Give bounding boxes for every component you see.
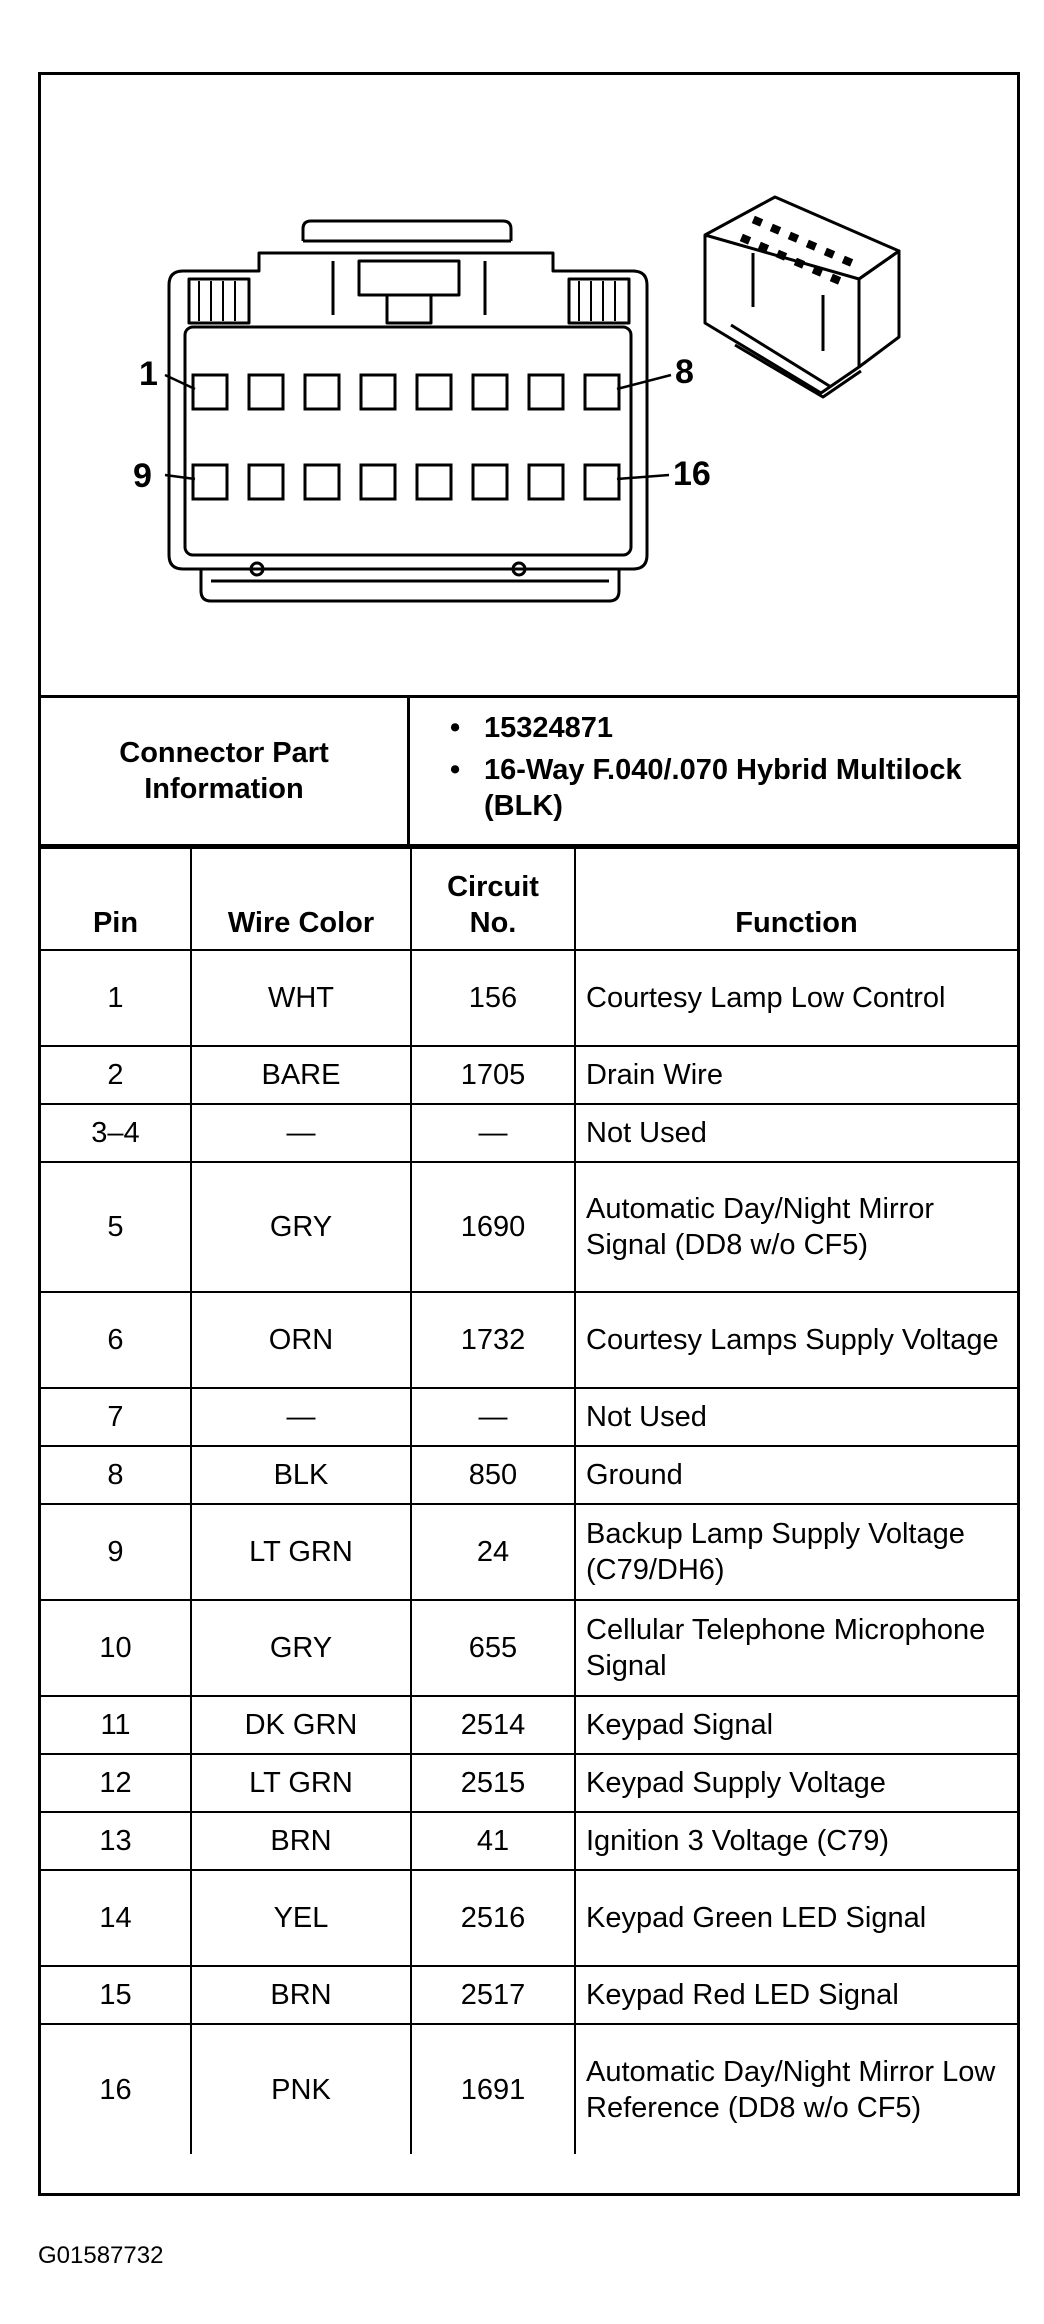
- cell-function: Ground: [575, 1446, 1017, 1504]
- cell-function: Not Used: [575, 1104, 1017, 1162]
- pin-9-label: 9: [133, 457, 152, 495]
- cell-circuit: 1732: [411, 1292, 575, 1388]
- connector-drawing: [41, 75, 1017, 695]
- cell-wire-color: DK GRN: [191, 1696, 411, 1754]
- cell-function: Keypad Supply Voltage: [575, 1754, 1017, 1812]
- connector-diagram: [41, 75, 1017, 698]
- cell-pin: 12: [41, 1754, 191, 1812]
- cell-circuit: —: [411, 1104, 575, 1162]
- cell-pin: 16: [41, 2024, 191, 2154]
- connector-figure: [38, 72, 1020, 2196]
- cell-pin: 10: [41, 1600, 191, 1696]
- cell-circuit: —: [411, 1388, 575, 1446]
- cell-wire-color: BARE: [191, 1046, 411, 1104]
- table-row: [41, 1600, 1017, 1696]
- cell-pin: 1: [41, 950, 191, 1046]
- cell-circuit: 850: [411, 1446, 575, 1504]
- cell-wire-color: PNK: [191, 2024, 411, 2154]
- header-pin: Pin: [41, 848, 191, 950]
- cell-function: Backup Lamp Supply Voltage (C79/DH6): [575, 1504, 1017, 1600]
- table-row: [41, 2024, 1017, 2154]
- pin-16-label: 16: [673, 455, 711, 493]
- cell-function: Drain Wire: [575, 1046, 1017, 1104]
- cell-wire-color: GRY: [191, 1162, 411, 1292]
- cell-pin: 5: [41, 1162, 191, 1292]
- table-row: [41, 1870, 1017, 1966]
- pin-1-label: 1: [139, 355, 158, 393]
- part-number: • 15324871: [450, 710, 1007, 746]
- cell-pin: 2: [41, 1046, 191, 1104]
- pin-table-header: [41, 848, 1017, 950]
- cell-wire-color: BRN: [191, 1966, 411, 2024]
- header-wire-color: Wire Color: [191, 848, 411, 950]
- cell-circuit: 2517: [411, 1966, 575, 2024]
- cell-circuit: 2515: [411, 1754, 575, 1812]
- cell-wire-color: —: [191, 1104, 411, 1162]
- cell-wire-color: ORN: [191, 1292, 411, 1388]
- cell-function: Courtesy Lamps Supply Voltage: [575, 1292, 1017, 1388]
- cell-wire-color: LT GRN: [191, 1504, 411, 1600]
- table-row: [41, 1292, 1017, 1388]
- cell-function: Courtesy Lamp Low Control: [575, 950, 1017, 1046]
- table-row: [41, 1046, 1017, 1104]
- header-function: Function: [575, 848, 1017, 950]
- cell-wire-color: BLK: [191, 1446, 411, 1504]
- cell-pin: 11: [41, 1696, 191, 1754]
- cell-circuit: 1690: [411, 1162, 575, 1292]
- table-row: [41, 1696, 1017, 1754]
- pin-table: [41, 847, 1017, 2154]
- cell-wire-color: YEL: [191, 1870, 411, 1966]
- cell-circuit: 2516: [411, 1870, 575, 1966]
- cell-function: Keypad Green LED Signal: [575, 1870, 1017, 1966]
- cell-wire-color: WHT: [191, 950, 411, 1046]
- cell-function: Automatic Day/Night Mirror Signal (DD8 w/o CF5): [575, 1162, 1017, 1292]
- cell-circuit: 1691: [411, 2024, 575, 2154]
- cell-circuit: 156: [411, 950, 575, 1046]
- table-row: [41, 1754, 1017, 1812]
- connector-info-label-cell: [41, 698, 410, 844]
- table-row: [41, 950, 1017, 1046]
- table-row: [41, 1388, 1017, 1446]
- cell-wire-color: GRY: [191, 1600, 411, 1696]
- figure-code: G01587732: [38, 2242, 164, 2269]
- table-row: [41, 1812, 1017, 1870]
- cell-pin: 14: [41, 1870, 191, 1966]
- connector-info-label: Connector Part Information: [119, 737, 329, 805]
- cell-function: Ignition 3 Voltage (C79): [575, 1812, 1017, 1870]
- cell-circuit: 2514: [411, 1696, 575, 1754]
- cell-wire-color: —: [191, 1388, 411, 1446]
- table-row: [41, 1104, 1017, 1162]
- cell-circuit: 655: [411, 1600, 575, 1696]
- pin-8-label: 8: [675, 353, 694, 391]
- cell-function: Keypad Signal: [575, 1696, 1017, 1754]
- table-row: [41, 1446, 1017, 1504]
- table-row: [41, 1504, 1017, 1600]
- cell-pin: 15: [41, 1966, 191, 2024]
- cell-function: Cellular Telephone Microphone Signal: [575, 1600, 1017, 1696]
- cell-pin: 6: [41, 1292, 191, 1388]
- cell-pin: 13: [41, 1812, 191, 1870]
- cell-pin: 8: [41, 1446, 191, 1504]
- connector-info-values: [410, 698, 1017, 844]
- cell-pin: 3–4: [41, 1104, 191, 1162]
- connector-part-info: [41, 698, 1017, 847]
- header-circuit-no: Circuit No.: [411, 848, 575, 950]
- cell-wire-color: LT GRN: [191, 1754, 411, 1812]
- cell-pin: 7: [41, 1388, 191, 1446]
- table-row: [41, 1162, 1017, 1292]
- cell-wire-color: BRN: [191, 1812, 411, 1870]
- connector-description: • 16-Way F.040/.070 Hybrid Multilock (BLK): [450, 752, 1007, 824]
- cell-function: Keypad Red LED Signal: [575, 1966, 1017, 2024]
- cell-circuit: 24: [411, 1504, 575, 1600]
- cell-pin: 9: [41, 1504, 191, 1600]
- table-row: [41, 1966, 1017, 2024]
- cell-circuit: 41: [411, 1812, 575, 1870]
- cell-function: Not Used: [575, 1388, 1017, 1446]
- cell-circuit: 1705: [411, 1046, 575, 1104]
- cell-function: Automatic Day/Night Mirror Low Reference (DD8 w/o CF5): [575, 2024, 1017, 2154]
